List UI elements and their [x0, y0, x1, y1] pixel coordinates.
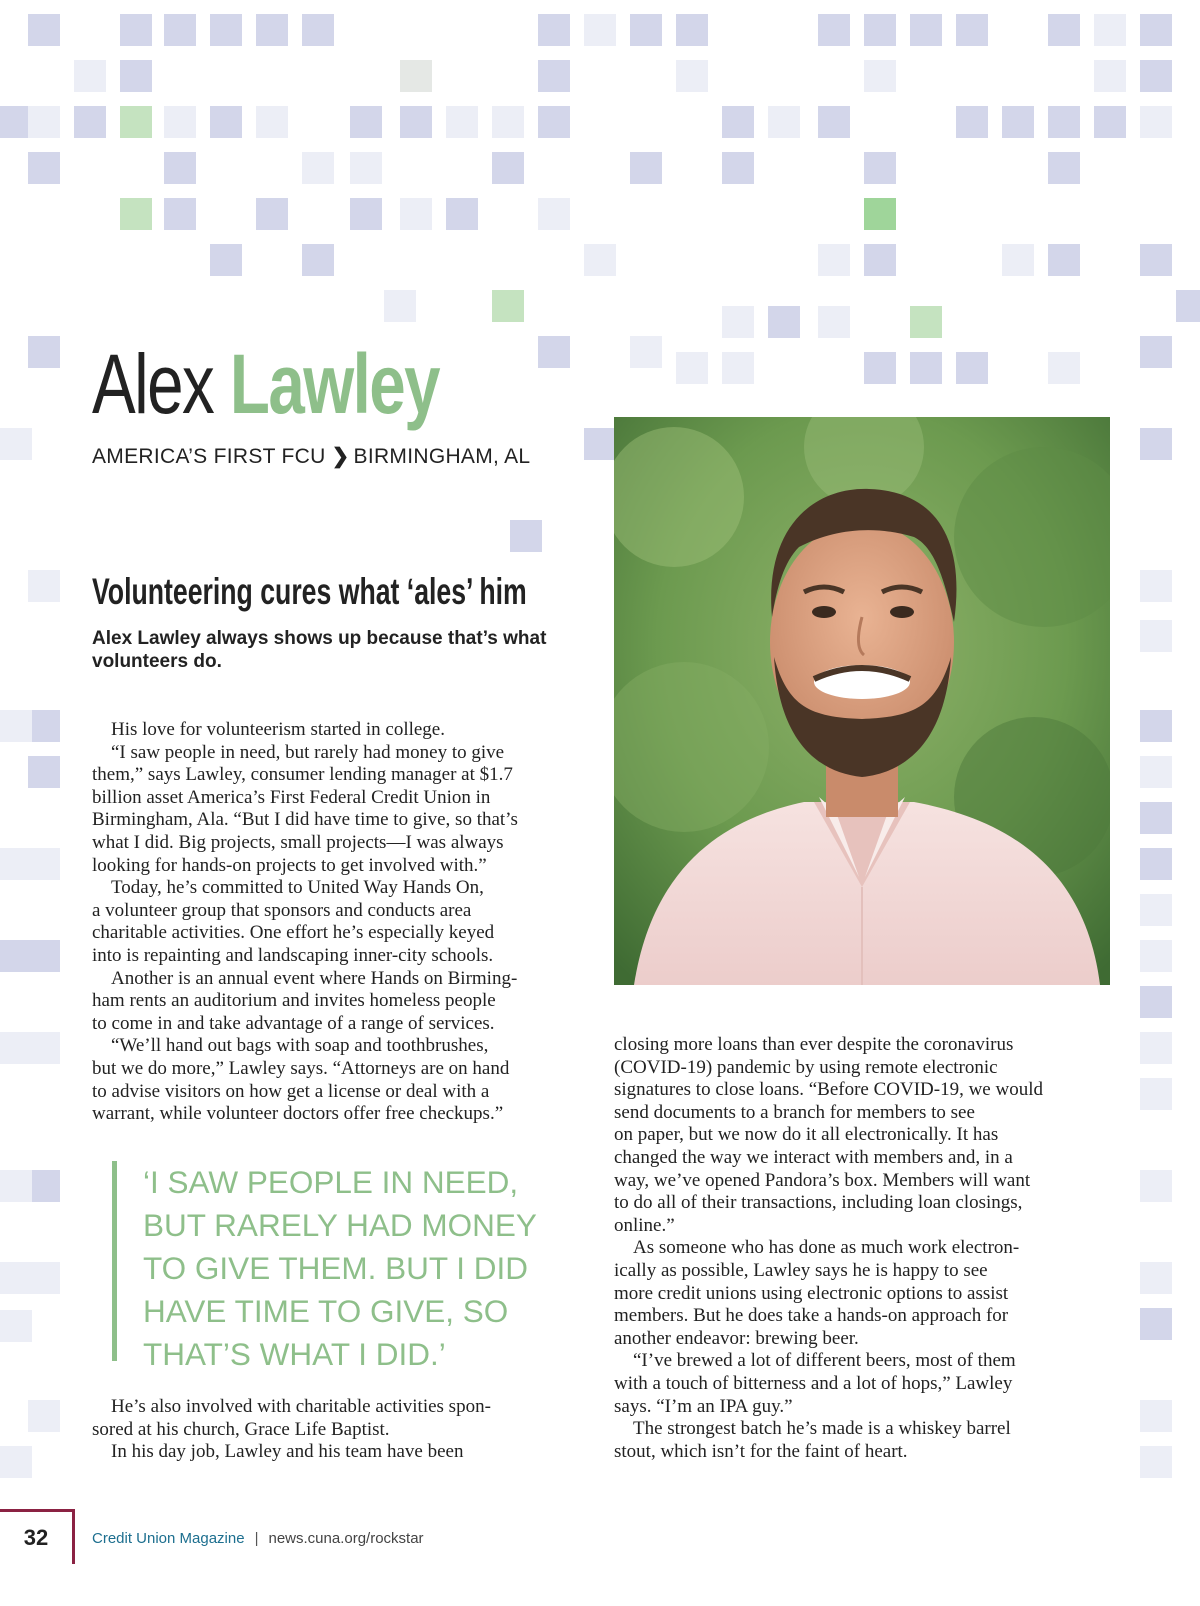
pattern-square [818, 106, 850, 138]
pattern-square [818, 306, 850, 338]
body-line: The strongest batch he’s made is a whiskey barrel [633, 1418, 1011, 1440]
pattern-square [1094, 60, 1126, 92]
pattern-square [1002, 106, 1034, 138]
body-line: He’s also involved with charitable activities spon- [111, 1396, 491, 1417]
pattern-square [164, 106, 196, 138]
pattern-square [28, 1032, 60, 1064]
pattern-square [818, 244, 850, 276]
pull-quote-line: BUT RARELY HAD MONEY [143, 1207, 537, 1243]
body-line: send documents to a branch for members to see [614, 1101, 975, 1123]
body-line: what I did. Big projects, small projects—I was always [92, 831, 504, 853]
pull-quote-line: ‘I SAW PEOPLE IN NEED, [143, 1164, 519, 1200]
pattern-square [956, 106, 988, 138]
pattern-square [28, 756, 60, 788]
chevron-right-icon: ❯ [331, 445, 350, 468]
footer-divider: | [254, 1530, 259, 1547]
body-line: ham rents an auditorium and invites homeless people [92, 990, 496, 1012]
pattern-square [1140, 428, 1172, 460]
body-line: says. “I’m an IPA guy.” [614, 1395, 793, 1417]
body-line: signatures to close loans. “Before COVID-19, we would [614, 1079, 1043, 1101]
pattern-square [210, 14, 242, 46]
body-line: them,” says Lawley, consumer lending manager at $1.7 [92, 764, 513, 786]
pattern-square [864, 60, 896, 92]
pattern-square [1140, 802, 1172, 834]
body-line: Another is an annual event where Hands on Birming- [111, 967, 518, 989]
footer-url: news.cuna.org/rockstar [268, 1530, 424, 1547]
body-line: way, we’ve opened Pandora’s box. Members will want [614, 1169, 1031, 1191]
pattern-square [910, 352, 942, 384]
pattern-square [350, 106, 382, 138]
pull-quote-line: TO GIVE THEM. BUT I DID [143, 1250, 529, 1286]
pattern-square [1140, 1446, 1172, 1478]
pattern-square [1140, 1078, 1172, 1110]
pattern-square [1140, 1032, 1172, 1064]
body-line: “We’ll hand out bags with soap and toothbrushes, [111, 1035, 489, 1057]
pattern-square [538, 336, 570, 368]
pattern-square [538, 198, 570, 230]
credit-union-name: AMERICA’S FIRST FCU [92, 445, 326, 468]
pattern-square [492, 106, 524, 138]
pull-quote [112, 1161, 573, 1372]
pattern-square [1140, 106, 1172, 138]
pattern-square [722, 352, 754, 384]
body-line: His love for volunteerism started in college. [111, 719, 445, 740]
pattern-square [302, 14, 334, 46]
pattern-square [28, 106, 60, 138]
pattern-square [120, 14, 152, 46]
body-line: a volunteer group that sponsors and conducts area [92, 899, 472, 921]
pattern-square [384, 290, 416, 322]
pattern-square [1140, 848, 1172, 880]
pattern-square [1048, 244, 1080, 276]
body-line: changed the way we interact with members and, in a [614, 1146, 1013, 1168]
pattern-square [400, 106, 432, 138]
pattern-square [630, 152, 662, 184]
pattern-square [0, 1170, 32, 1202]
body-line: into is repainting and landscaping inner-city schools. [92, 944, 494, 966]
pattern-square [722, 306, 754, 338]
pattern-square [1140, 894, 1172, 926]
pattern-square [28, 1262, 60, 1294]
pattern-square [0, 1310, 32, 1342]
pattern-square [1048, 14, 1080, 46]
pattern-square [28, 14, 60, 46]
pull-quote-line: THAT’S WHAT I DID.’ [143, 1336, 446, 1372]
last-name: Lawley [229, 337, 440, 431]
pattern-square [1176, 290, 1200, 322]
pattern-square [956, 352, 988, 384]
pattern-square [956, 14, 988, 46]
pattern-square [676, 352, 708, 384]
body-column-left-top [92, 719, 612, 1126]
pattern-square [584, 14, 616, 46]
page-number: 32 [0, 1509, 75, 1564]
pattern-square [864, 352, 896, 384]
footer [92, 1530, 424, 1547]
body-line: on paper, but we now do it all electronically. It has [614, 1124, 999, 1146]
pattern-square [538, 106, 570, 138]
body-line: As someone who has done as much work electron- [633, 1237, 1020, 1259]
pattern-square [1140, 1400, 1172, 1432]
dek-line: volunteers do. [92, 651, 222, 672]
pattern-square [0, 1446, 32, 1478]
body-line: charitable activities. One effort he’s especially keyed [92, 922, 495, 944]
pattern-square [1140, 1170, 1172, 1202]
pattern-square [120, 106, 152, 138]
dek-line: Alex Lawley always shows up because that’s what [92, 628, 547, 649]
pattern-square [1002, 244, 1034, 276]
article-dek [92, 627, 592, 673]
pattern-square [164, 152, 196, 184]
pattern-square [864, 14, 896, 46]
pull-quote-line: HAVE TIME TO GIVE, SO [143, 1293, 509, 1329]
pattern-square [492, 290, 524, 322]
pattern-square [1140, 570, 1172, 602]
pattern-square [28, 710, 60, 742]
body-line: “I saw people in need, but rarely had money to give [111, 741, 505, 763]
pattern-square [1140, 620, 1172, 652]
pattern-square [722, 106, 754, 138]
body-line: more credit unions using electronic options to assist [614, 1282, 1009, 1304]
pattern-square [492, 152, 524, 184]
body-line: closing more loans than ever despite the coronavirus [614, 1034, 1014, 1055]
pattern-square [28, 152, 60, 184]
pattern-square [210, 244, 242, 276]
article-headline: Volunteering cures what ‘ales’ him [92, 571, 527, 612]
pattern-square [864, 152, 896, 184]
pattern-square [28, 1170, 60, 1202]
pattern-square [1048, 106, 1080, 138]
pattern-square [120, 60, 152, 92]
pattern-square [400, 198, 432, 230]
pattern-square [864, 198, 896, 230]
pattern-square [0, 940, 32, 972]
pattern-square [910, 14, 942, 46]
pattern-square [1140, 940, 1172, 972]
body-line: (COVID-19) pandemic by using remote electronic [614, 1056, 998, 1078]
body-column-right [614, 1034, 1114, 1463]
body-line: to do all of their transactions, including loan closings, [614, 1192, 1023, 1214]
pattern-square [910, 306, 942, 338]
pattern-square [28, 336, 60, 368]
pattern-square [28, 1400, 60, 1432]
pattern-square [256, 106, 288, 138]
body-line: stout, which isn’t for the faint of heart. [614, 1440, 908, 1462]
magazine-name: Credit Union Magazine [92, 1530, 245, 1547]
pattern-square [0, 710, 32, 742]
pattern-square [446, 106, 478, 138]
pattern-square [1140, 14, 1172, 46]
pattern-square [538, 14, 570, 46]
pattern-square [1140, 1308, 1172, 1340]
body-line: members. But he does take a hands-on approach for [614, 1305, 1009, 1327]
body-line: Today, he’s committed to United Way Hands On, [111, 877, 484, 899]
body-line: but we do more,” Lawley says. “Attorneys are on hand [92, 1057, 510, 1079]
body-line: “I’ve brewed a lot of different beers, most of them [633, 1350, 1016, 1372]
body-line: online.” [614, 1214, 675, 1236]
body-line: warrant, while volunteer doctors offer free checkups.” [92, 1103, 504, 1125]
pattern-square [28, 570, 60, 602]
pattern-square [74, 60, 106, 92]
pattern-square [1140, 244, 1172, 276]
pattern-square [1140, 60, 1172, 92]
pattern-square [164, 198, 196, 230]
pattern-square [1094, 106, 1126, 138]
pattern-square [446, 198, 478, 230]
pattern-square [0, 1032, 32, 1064]
pattern-square [1048, 352, 1080, 384]
pattern-square [1140, 986, 1172, 1018]
pattern-square [28, 848, 60, 880]
pattern-square [302, 244, 334, 276]
pattern-square [120, 198, 152, 230]
profile-name [92, 336, 439, 432]
pattern-square [630, 14, 662, 46]
body-line: billion asset America’s First Federal Credit Union in [92, 786, 491, 808]
pattern-square [676, 60, 708, 92]
pattern-square [676, 14, 708, 46]
pattern-square [1140, 336, 1172, 368]
body-line: to advise visitors on how get a license or deal with a [92, 1080, 490, 1102]
body-line: to come in and take advantage of a range of services. [92, 1012, 495, 1034]
pattern-square [164, 14, 196, 46]
pattern-square [256, 198, 288, 230]
location: BIRMINGHAM, AL [353, 445, 531, 468]
pattern-square [818, 14, 850, 46]
pattern-square [350, 152, 382, 184]
pattern-square [584, 428, 616, 460]
pattern-square [510, 520, 542, 552]
pattern-square [768, 106, 800, 138]
body-column-left-bottom [92, 1396, 612, 1464]
body-line: another endeavor: brewing beer. [614, 1327, 859, 1349]
body-line: ically as possible, Lawley says he is happy to see [614, 1259, 988, 1281]
pattern-square [400, 60, 432, 92]
pattern-square [538, 60, 570, 92]
pattern-square [350, 198, 382, 230]
affiliation-line [92, 444, 530, 469]
pattern-square [0, 428, 32, 460]
pattern-square [1140, 756, 1172, 788]
pattern-square [768, 306, 800, 338]
portrait-photo [614, 417, 1110, 985]
body-line: sored at his church, Grace Life Baptist. [92, 1418, 390, 1440]
body-line: Birmingham, Ala. “But I did have time to give, so that’s [92, 809, 518, 831]
pattern-square [1048, 152, 1080, 184]
pattern-square [584, 244, 616, 276]
first-name: Alex [92, 337, 214, 431]
pattern-square [1094, 14, 1126, 46]
pattern-square [74, 106, 106, 138]
body-line: looking for hands-on projects to get involved with.” [92, 854, 487, 876]
pattern-square [210, 106, 242, 138]
pattern-square [302, 152, 334, 184]
body-line: In his day job, Lawley and his team have been [111, 1441, 464, 1463]
pattern-square [1140, 710, 1172, 742]
pattern-square [722, 152, 754, 184]
pattern-square [256, 14, 288, 46]
pattern-square [1140, 1262, 1172, 1294]
pattern-square [864, 244, 896, 276]
pattern-square [630, 336, 662, 368]
body-line: with a touch of bitterness and a lot of hops,” Lawley [614, 1372, 1013, 1394]
pattern-square [28, 940, 60, 972]
